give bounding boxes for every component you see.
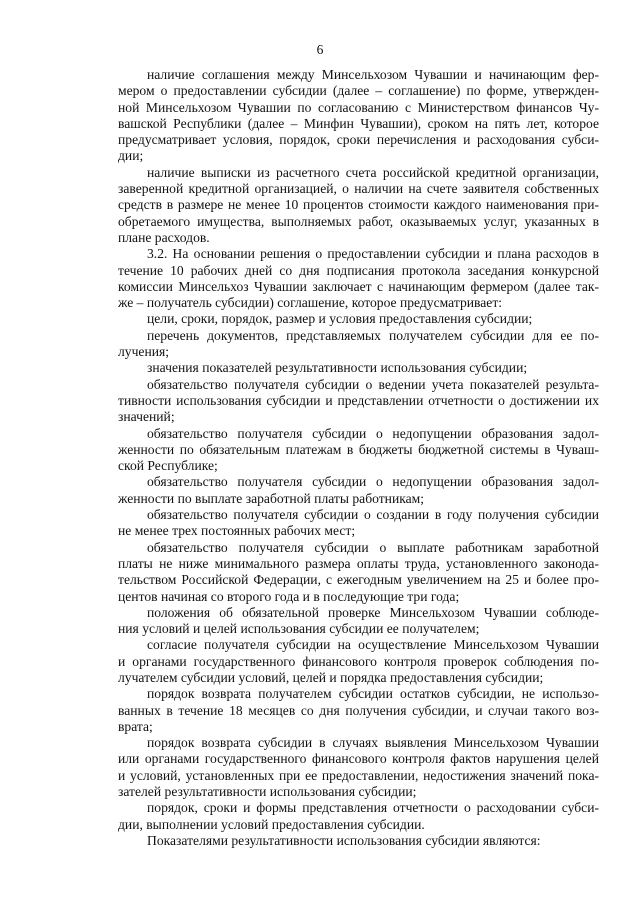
text-line: зателей результативности использования субсидии; (118, 784, 417, 800)
text-line: платы не ниже минимального размера оплаты труда, установленного законода- (118, 555, 599, 571)
text-line: Показателями результативности использования субсидии являются: (147, 832, 541, 848)
text-line: предусматривает условия, порядок, сроки перечисления и расходования субси- (118, 132, 599, 148)
text-line: же – получатель субсидии) соглашение, которое предусматривает: (118, 295, 503, 311)
text-line: 3.2. На основании решения о предоставлении субсидии и плана расходов в (147, 246, 599, 262)
text-line: порядок возврата субсидии в случаях выявления Минсельхозом Чувашии (147, 735, 599, 751)
text-line: или органами государственного финансового контроля фактов нарушения целей (118, 751, 599, 767)
text-line: тивности использования субсидии и представлении отчетности о достижении их (118, 392, 599, 408)
text-line: порядок возврата получателем субсидии остатков субсидии, не использо- (147, 686, 599, 702)
text-line: обязательство получателя субсидии о недопущении образования задол- (147, 425, 599, 441)
text-line: положения об обязательной проверке Минсельхозом Чувашии соблюде- (147, 604, 599, 620)
text-line: плане расходов. (118, 229, 210, 245)
text-line: согласие получателя субсидии на осуществление Минсельхозом Чувашии (147, 637, 599, 653)
text-line: ния условий и целей использования субсидии ее получателем; (118, 621, 480, 637)
text-line: значений; (118, 409, 175, 425)
text-line: центов начиная со второго года и в последующие три года; (118, 588, 460, 604)
text-line: дии; (118, 148, 144, 164)
text-line: перечень документов, представляемых получателем субсидии для ее по- (147, 327, 599, 343)
text-line: ванных в течение 18 месяцев со дня получения субсидии, и случаи такого воз- (118, 702, 599, 718)
text-line: обретаемого имущества, выполняемых работ, оказываемых услуг, указанных в (118, 213, 599, 229)
text-line: и условий, установленных при ее предоставлении, недостижения значений пока- (118, 767, 599, 783)
text-line: ской Республике; (118, 458, 218, 474)
text-line: лучения; (118, 344, 170, 360)
text-line: дии, выполнении условий предоставления субсидии. (118, 816, 425, 832)
text-line: заверенной кредитной организацией, о наличии на счете заявителя собственных (118, 181, 599, 197)
text-line: не менее трех постоянных рабочих мест; (118, 523, 356, 539)
text-line: порядок, сроки и формы представления отчетности о расходовании субси- (147, 800, 599, 816)
text-line: и органами государственного финансового контроля проверок соблюдения по- (118, 653, 599, 669)
text-line: цели, сроки, порядок, размер и условия предоставления субсидии; (147, 311, 533, 327)
text-line: наличие соглашения между Минсельхозом Чувашии и начинающим фер- (147, 67, 599, 82)
text-line: наличие выписки из расчетного счета российской кредитной организации, (147, 164, 599, 180)
text-line: ной Минсельхозом Чувашии по согласованию с Министерством финансов Чу- (118, 99, 599, 115)
text-line: обязательство получателя субсидии о создании в году получения субсидии (147, 507, 599, 523)
text-line: вашской Республики (далее – Минфин Чувашии), сроком на пять лет, которое (118, 115, 599, 131)
text-line: обязательство получателя субсидии о недопущении образования задол- (147, 474, 599, 490)
page-number: 6 (316, 42, 324, 57)
text-line: мером о предоставлении субсидии (далее – соглашение) по форме, утвержден- (118, 83, 599, 99)
text-line: комиссии Минсельхоз Чувашии заключает с начинающим фермером (далее так- (118, 278, 599, 294)
text-line: значения показателей результативности использования субсидии; (147, 360, 528, 376)
text-line: женности по обязательным платежам в бюджеты бюджетной системы в Чуваш- (118, 441, 599, 457)
text-line: врата; (118, 718, 153, 734)
text-line: течение 10 рабочих дней со дня подписания протокола заседания конкурсной (118, 262, 599, 278)
text-line: средств в размере не менее 10 процентов стоимости каждого наименования при- (118, 197, 599, 213)
text-line: женности по выплате заработной платы работникам; (118, 490, 425, 506)
body-text (118, 67, 599, 849)
text-line: обязательство получателя субсидии о выплате работникам заработной (147, 539, 599, 555)
text-line: обязательство получателя субсидии о ведении учета показателей результа- (147, 376, 599, 392)
text-line: тельством Российской Федерации, с ежегодным увеличением на 25 и более про- (118, 572, 599, 588)
text-line: лучателем субсидии условий, целей и порядка предоставления субсидии; (118, 669, 544, 685)
